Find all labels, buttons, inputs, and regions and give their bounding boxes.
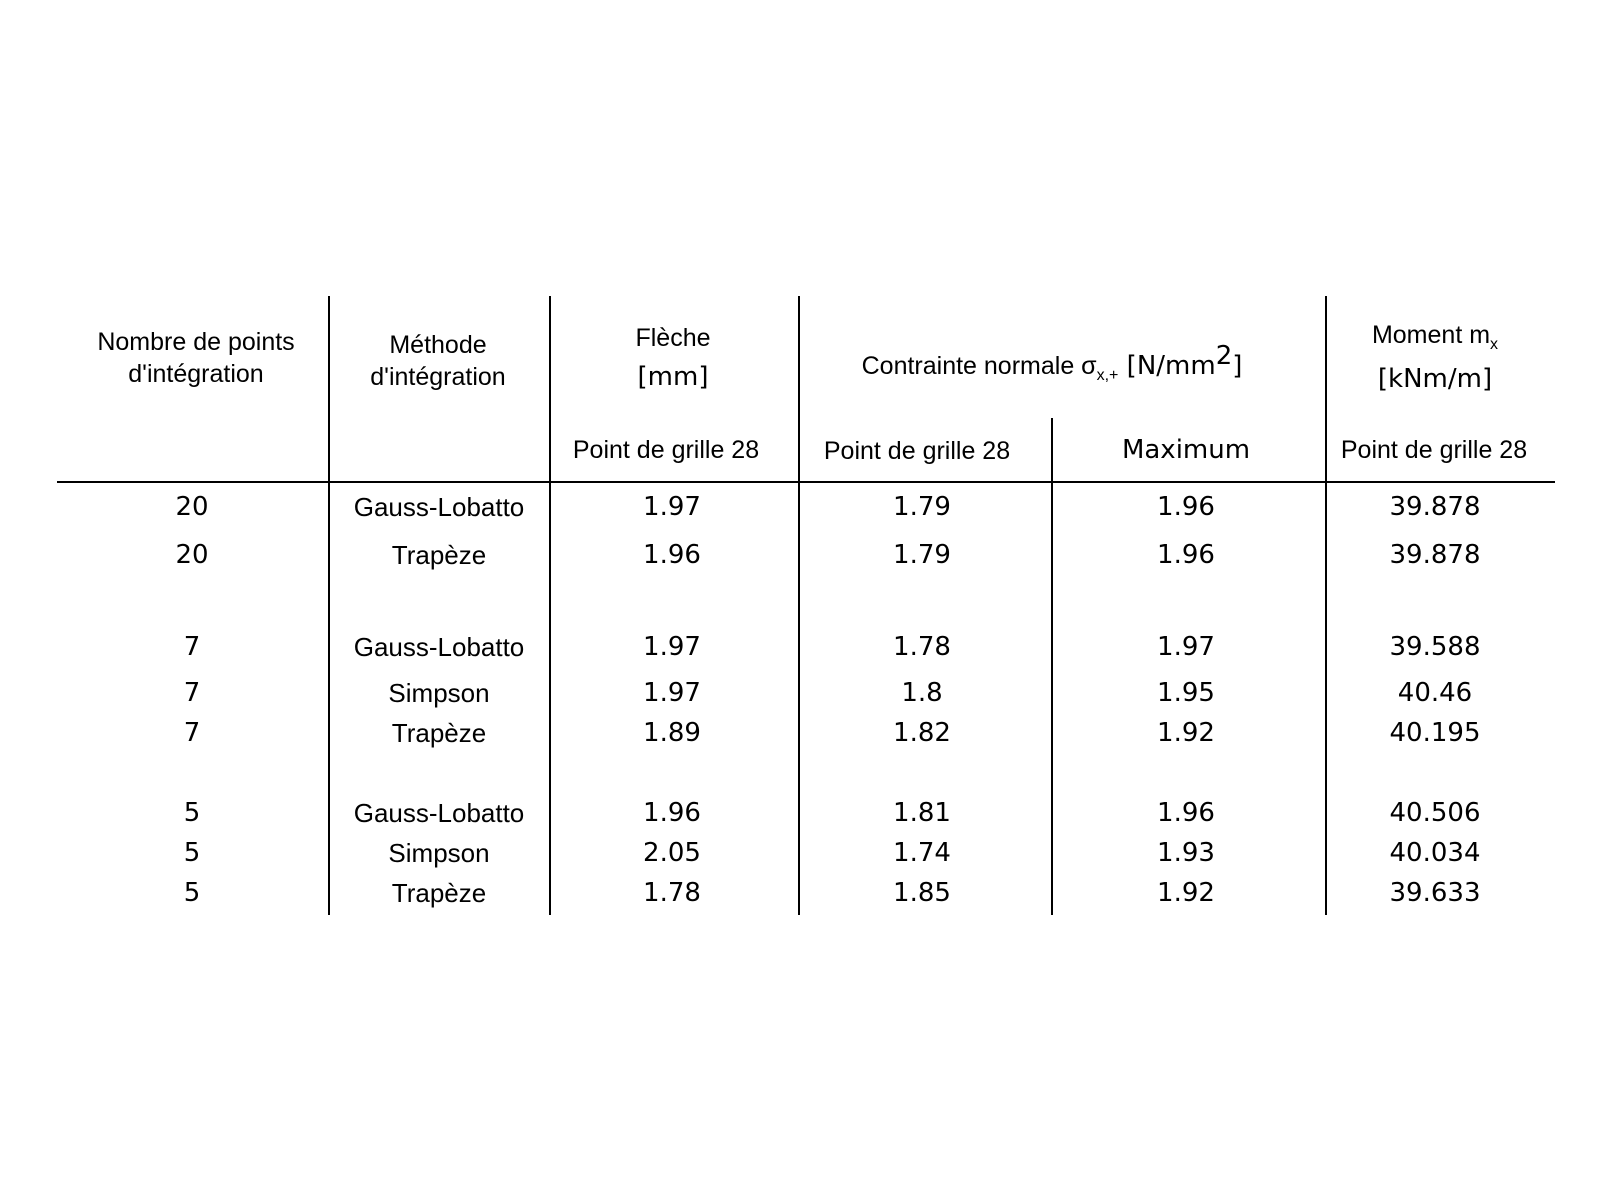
column-divider	[1325, 296, 1327, 915]
cell-methode: Trapèze	[391, 878, 487, 908]
cell-moment: 40.46	[1397, 678, 1473, 708]
cell-methode: Gauss-Lobatto	[353, 798, 525, 828]
header-methode-line1: Méthode	[389, 331, 487, 359]
header-contrainte-unit: [N/mm	[1118, 351, 1216, 381]
cell-nb-points: 7	[183, 718, 201, 748]
column-divider	[1051, 418, 1053, 915]
cell-methode: Trapèze	[391, 718, 487, 748]
cell-fleche: 1.97	[643, 492, 701, 522]
header-fleche-unit: [mm]	[637, 362, 709, 392]
header-contrainte-unit-close: ]	[1232, 351, 1243, 381]
column-divider	[549, 296, 551, 915]
header-moment-unit: [kNm/m]	[1377, 364, 1493, 394]
cell-nb-points: 5	[183, 798, 201, 828]
cell-contrainte-point: 1.79	[893, 492, 951, 522]
cell-nb-points: 20	[175, 540, 209, 570]
cell-contrainte-point: 1.82	[893, 718, 951, 748]
header-methode-line2: d'intégration	[370, 363, 506, 391]
cell-moment: 40.195	[1389, 718, 1481, 748]
cell-fleche: 2.05	[643, 838, 701, 868]
cell-contrainte-max: 1.92	[1157, 878, 1215, 908]
cell-contrainte-max: 1.96	[1157, 798, 1215, 828]
cell-fleche: 1.97	[643, 632, 701, 662]
cell-moment: 39.878	[1389, 492, 1481, 522]
header-contrainte-label: Contrainte normale	[861, 352, 1082, 380]
unit-exponent: 2	[1215, 341, 1233, 371]
cell-moment: 39.588	[1389, 632, 1481, 662]
cell-methode: Simpson	[388, 838, 490, 868]
cell-moment: 40.034	[1389, 838, 1481, 868]
cell-moment: 39.633	[1389, 878, 1481, 908]
cell-contrainte-point: 1.78	[893, 632, 951, 662]
header-moment-label: Moment m	[1371, 321, 1491, 349]
cell-fleche: 1.96	[643, 540, 701, 570]
cell-methode: Trapèze	[391, 540, 487, 570]
cell-fleche: 1.89	[643, 718, 701, 748]
header-fleche: Flèche	[635, 324, 711, 352]
cell-contrainte-point: 1.85	[893, 878, 951, 908]
cell-nb-points: 7	[183, 632, 201, 662]
cell-nb-points: 7	[183, 678, 201, 708]
header-nb-points-line2: d'intégration	[128, 360, 264, 388]
header-moment	[1372, 320, 1498, 360]
cell-nb-points: 5	[183, 878, 201, 908]
sigma-subscript: x,+	[1096, 367, 1119, 384]
cell-contrainte-point: 1.74	[893, 838, 951, 868]
cell-nb-points: 20	[175, 492, 209, 522]
subheader-fleche: Point de grille 28	[572, 436, 760, 464]
cell-moment: 39.878	[1389, 540, 1481, 570]
subheader-contrainte-point: Point de grille 28	[823, 437, 1011, 465]
header-contrainte	[862, 341, 1243, 391]
cell-contrainte-max: 1.95	[1157, 678, 1215, 708]
cell-methode: Gauss-Lobatto	[353, 492, 525, 522]
subheader-contrainte-max: Maximum	[1121, 435, 1251, 465]
cell-contrainte-point: 1.8	[901, 678, 943, 708]
subheader-moment: Point de grille 28	[1340, 436, 1528, 464]
column-divider	[328, 296, 330, 915]
cell-moment: 40.506	[1389, 798, 1481, 828]
column-divider	[798, 296, 800, 915]
sigma-symbol: σ	[1081, 352, 1097, 380]
cell-methode: Simpson	[388, 678, 490, 708]
cell-contrainte-max: 1.92	[1157, 718, 1215, 748]
cell-contrainte-max: 1.96	[1157, 492, 1215, 522]
cell-contrainte-max: 1.97	[1157, 632, 1215, 662]
cell-contrainte-point: 1.79	[893, 540, 951, 570]
cell-methode: Gauss-Lobatto	[353, 632, 525, 662]
cell-fleche: 1.96	[643, 798, 701, 828]
cell-nb-points: 5	[183, 838, 201, 868]
moment-subscript: x	[1490, 336, 1499, 353]
cell-contrainte-point: 1.81	[893, 798, 951, 828]
header-nb-points-line1: Nombre de points	[97, 328, 295, 356]
header-separator-line	[57, 481, 1555, 483]
cell-fleche: 1.97	[643, 678, 701, 708]
cell-contrainte-max: 1.93	[1157, 838, 1215, 868]
cell-fleche: 1.78	[643, 878, 701, 908]
cell-contrainte-max: 1.96	[1157, 540, 1215, 570]
